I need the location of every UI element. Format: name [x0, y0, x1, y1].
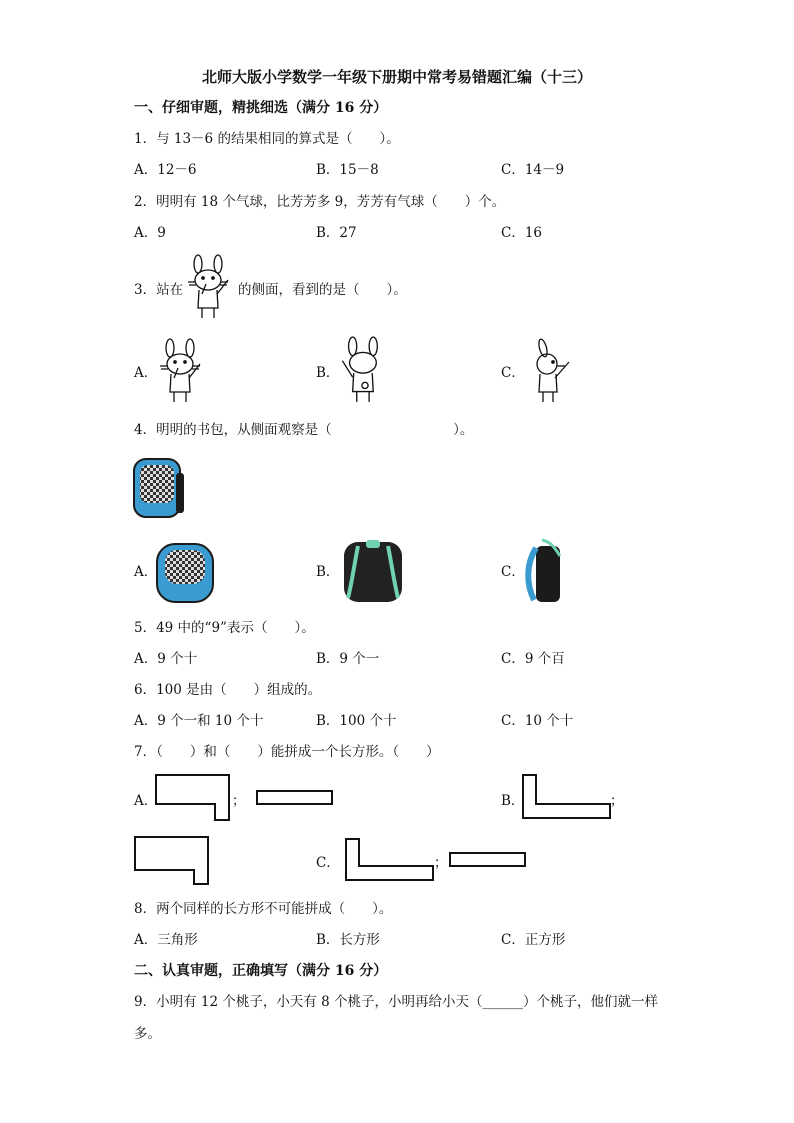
- q9-stem-line1: 9．小明有 12 个桃子，小天有 8 个桃子，小明再给小天（______）个桃子，他们就一样: [134, 994, 659, 1010]
- rabbit-front-figure: [184, 254, 236, 322]
- rabbit-front-option-figure: [155, 338, 209, 406]
- q7-separator-c: ；: [434, 855, 448, 871]
- notched-rectangle-shape-b: [134, 836, 210, 886]
- q8-option-a[interactable]: A．三角形: [134, 932, 198, 948]
- q2-option-b[interactable]: B．27: [316, 225, 357, 241]
- q7-option-b[interactable]: B．: [501, 793, 525, 809]
- section-2-heading: 二、认真审题，正确填写（满分 16 分）: [134, 963, 388, 979]
- l-shape-c: [345, 838, 435, 882]
- q1-option-b[interactable]: B．15－8: [316, 162, 379, 178]
- q3-stem-prefix: 3．站在: [134, 282, 184, 298]
- q8-stem: 8．两个同样的长方形不可能拼成（ ）。: [134, 901, 393, 917]
- q8-option-b[interactable]: B．长方形: [316, 932, 380, 948]
- q4-option-b[interactable]: B．: [316, 564, 340, 580]
- q8-option-c[interactable]: C．正方形: [501, 932, 566, 948]
- q5-stem: 5．49 中的“9”表示（ ）。: [134, 620, 315, 636]
- bar-shape-a: [256, 790, 334, 806]
- q4-stem: 4．明明的书包，从侧面观察是（ ）。: [134, 422, 474, 438]
- rabbit-back-figure: [338, 336, 392, 406]
- backpack-side-figure: [522, 536, 566, 606]
- q5-option-a[interactable]: A．9 个十: [134, 651, 198, 667]
- q3-option-c[interactable]: C．: [501, 365, 525, 381]
- section-1-heading: 一、仔细审题，精挑细选（满分 16 分）: [134, 100, 388, 116]
- q6-option-a[interactable]: A．9 个一和 10 个十: [134, 713, 264, 729]
- q2-option-a[interactable]: A．9: [134, 225, 166, 241]
- q1-option-c[interactable]: C．14－9: [501, 162, 565, 178]
- q5-option-b[interactable]: B．9 个一: [316, 651, 380, 667]
- l-shape-b: [522, 774, 612, 820]
- q5-option-c[interactable]: C．9 个百: [501, 651, 565, 667]
- q3-stem-suffix: 的侧面，看到的是（ ）。: [238, 282, 407, 298]
- q4-option-c[interactable]: C．: [501, 564, 525, 580]
- q4-option-a[interactable]: A．: [134, 564, 158, 580]
- q6-option-c[interactable]: C．10 个十: [501, 713, 574, 729]
- q7-option-a[interactable]: A．: [134, 793, 158, 809]
- backpack-back-figure: [340, 536, 406, 606]
- q2-option-c[interactable]: C．16: [501, 225, 543, 241]
- q7-separator-a: ；: [232, 793, 246, 809]
- q1-stem: 1．与 13－6 的结果相同的算式是（ ）。: [134, 131, 400, 147]
- notched-rectangle-shape-a: [155, 774, 233, 822]
- backpack-front-figure: [155, 540, 215, 606]
- page-title: 北师大版小学数学一年级下册期中常考易错题汇编（十三）: [201, 68, 592, 86]
- q7-option-c[interactable]: C．: [316, 855, 340, 871]
- q7-stem: 7．（ ）和（ ）能拼成一个长方形。（ ）: [134, 744, 440, 760]
- rabbit-side-figure: [524, 338, 578, 406]
- backpack-figure: [132, 453, 186, 521]
- q1-option-a[interactable]: A．12－6: [134, 162, 197, 178]
- q2-stem: 2．明明有 18 个气球，比芳芳多 9，芳芳有气球（ ）个。: [134, 194, 506, 210]
- q9-stem-line2: 多。: [134, 1026, 161, 1042]
- q3-option-a[interactable]: A．: [134, 365, 158, 381]
- q6-stem: 6．100 是由（ ）组成的。: [134, 682, 322, 698]
- bar-shape-c: [449, 852, 527, 868]
- q6-option-b[interactable]: B．100 个十: [316, 713, 397, 729]
- q3-option-b[interactable]: B．: [316, 365, 340, 381]
- q7-separator-b: ；: [610, 793, 624, 809]
